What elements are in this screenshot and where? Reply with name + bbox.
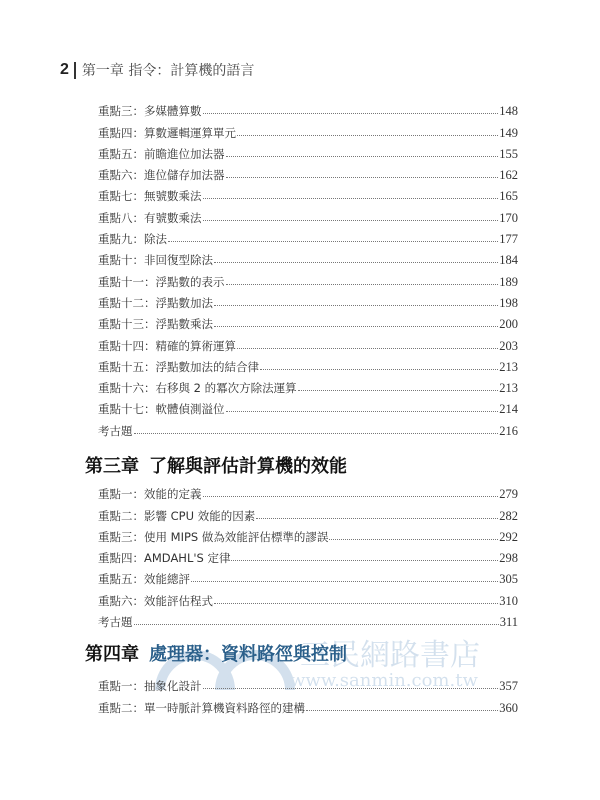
entry-title: 重點三：多媒體算數 (98, 104, 202, 119)
entry-title: 重點十一：浮點數的表示 (98, 274, 225, 289)
header-divider (74, 62, 76, 79)
entry-title: 重點十二：浮點數加法 (98, 295, 213, 310)
dot-leader (203, 688, 499, 689)
dot-leader (329, 539, 498, 540)
entry-title: 重點八：有號數乘法 (98, 210, 202, 225)
chapter-label: 第四章 (85, 644, 139, 665)
entry-title: 重點三：使用 MIPS 做為效能評估標準的謬誤 (98, 529, 329, 544)
dot-leader (214, 262, 498, 263)
toc-entry[interactable] (98, 247, 518, 268)
dot-leader (203, 198, 499, 199)
entry-title: 重點四：算數邏輯運算單元 (98, 125, 236, 140)
dot-leader (237, 135, 498, 136)
toc-entry[interactable] (98, 375, 518, 396)
entry-page: 311 (499, 615, 518, 630)
entry-page: 213 (499, 381, 518, 396)
entry-title: 重點十六：右移與 2 的冪次方除法運算 (98, 381, 297, 396)
dot-leader (214, 305, 498, 306)
entry-page: 213 (499, 359, 518, 374)
page-number: 2 (60, 61, 69, 78)
dot-leader (203, 220, 499, 221)
chapter-title: 處理器：資料路徑與控制 (149, 644, 347, 665)
dot-leader (203, 113, 499, 114)
entry-title: 考古題 (98, 423, 133, 438)
toc-entry[interactable] (98, 396, 518, 417)
toc-list-chapter3 (98, 481, 518, 630)
entry-page: 310 (499, 593, 518, 608)
dot-leader (298, 390, 499, 391)
entry-page: 148 (499, 104, 518, 119)
toc-entry[interactable] (98, 587, 518, 608)
entry-title: 重點十：非回復型除法 (98, 253, 213, 268)
entry-page: 198 (499, 295, 518, 310)
entry-title: 重點六：效能評估程式 (98, 593, 213, 608)
entry-page: 200 (499, 317, 518, 332)
toc-entry[interactable] (98, 290, 518, 311)
toc-entry[interactable] (98, 481, 518, 502)
toc-list-chapter4 (98, 673, 518, 716)
watermark-text: 三民網路書店 (300, 638, 480, 673)
toc-entry[interactable] (98, 524, 518, 545)
entry-page: 305 (499, 572, 518, 587)
entry-page: 165 (499, 189, 518, 204)
entry-page: 282 (499, 508, 518, 523)
chapter-heading-4 (85, 640, 347, 666)
entry-page: 214 (499, 402, 518, 417)
chapter-title: 了解與評估計算機的效能 (149, 456, 347, 477)
toc-entry[interactable] (98, 98, 518, 119)
entry-title: 重點一：效能的定義 (98, 487, 202, 502)
entry-page: 149 (499, 125, 518, 140)
toc-entry[interactable] (98, 204, 518, 225)
dot-leader (134, 624, 499, 625)
toc-entry[interactable] (98, 226, 518, 247)
entry-page: 170 (499, 210, 518, 225)
entry-title: 重點六：進位儲存加法器 (98, 168, 225, 183)
dot-leader (214, 603, 498, 604)
dot-leader (203, 496, 499, 497)
entry-page: 357 (499, 679, 518, 694)
toc-entry[interactable] (98, 417, 518, 438)
dot-leader (226, 177, 499, 178)
entry-page: 155 (499, 146, 518, 161)
toc-entry[interactable] (98, 566, 518, 587)
entry-page: 184 (499, 253, 518, 268)
dot-leader (231, 560, 498, 561)
entry-title: 重點四：AMDAHL'S 定律 (98, 551, 231, 566)
entry-page: 162 (499, 168, 518, 183)
entry-title: 重點二：單一時脈計算機資料路徑的建構 (98, 700, 305, 715)
dot-leader (191, 581, 498, 582)
dot-leader (134, 433, 499, 434)
entry-title: 重點十四：精確的算術運算 (98, 338, 236, 353)
entry-title: 重點十五：浮點數加法的結合律 (98, 359, 259, 374)
entry-page: 216 (499, 423, 518, 438)
toc-entry[interactable] (98, 119, 518, 140)
watermark-url: www.sanmin.com.tw (290, 670, 478, 691)
chapter-heading-3 (85, 452, 347, 478)
toc-entry[interactable] (98, 162, 518, 183)
toc-list-chapter2-cont (98, 98, 518, 439)
entry-page: 279 (499, 487, 518, 502)
entry-page: 292 (499, 529, 518, 544)
dot-leader (226, 284, 499, 285)
entry-title: 考古題 (98, 615, 133, 630)
entry-title: 重點十三：浮點數乘法 (98, 317, 213, 332)
entry-page: 203 (499, 338, 518, 353)
entry-title: 重點二：影響 CPU 效能的因素 (98, 508, 256, 523)
toc-entry[interactable] (98, 673, 518, 694)
entry-page: 360 (499, 700, 518, 715)
entry-title: 重點十七：軟體偵測溢位 (98, 402, 225, 417)
entry-page: 298 (499, 551, 518, 566)
running-chapter-title: 第一章 指令：計算機的語言 (81, 63, 255, 79)
entry-page: 189 (499, 274, 518, 289)
toc-entry[interactable] (98, 545, 518, 566)
dot-leader (214, 326, 498, 327)
toc-entry[interactable] (98, 183, 518, 204)
toc-entry[interactable] (98, 332, 518, 353)
dot-leader (237, 348, 498, 349)
toc-entry[interactable] (98, 268, 518, 289)
toc-entry[interactable] (98, 354, 518, 375)
dot-leader (256, 518, 498, 519)
entry-page: 177 (499, 232, 518, 247)
toc-entry[interactable] (98, 311, 518, 332)
toc-entry[interactable] (98, 141, 518, 162)
toc-entry[interactable] (98, 694, 518, 715)
dot-leader (226, 156, 499, 157)
toc-entry[interactable] (98, 609, 518, 630)
entry-title: 重點七：無號數乘法 (98, 189, 202, 204)
chapter-label: 第三章 (85, 456, 139, 477)
entry-title: 重點一：抽象化設計 (98, 679, 202, 694)
running-header (60, 60, 254, 80)
entry-title: 重點九：除法 (98, 232, 167, 247)
entry-title: 重點五：效能總評 (98, 572, 190, 587)
dot-leader (226, 411, 499, 412)
dot-leader (260, 369, 498, 370)
dot-leader (306, 710, 498, 711)
dot-leader (168, 241, 498, 242)
entry-title: 重點五：前瞻進位加法器 (98, 146, 225, 161)
toc-entry[interactable] (98, 502, 518, 523)
